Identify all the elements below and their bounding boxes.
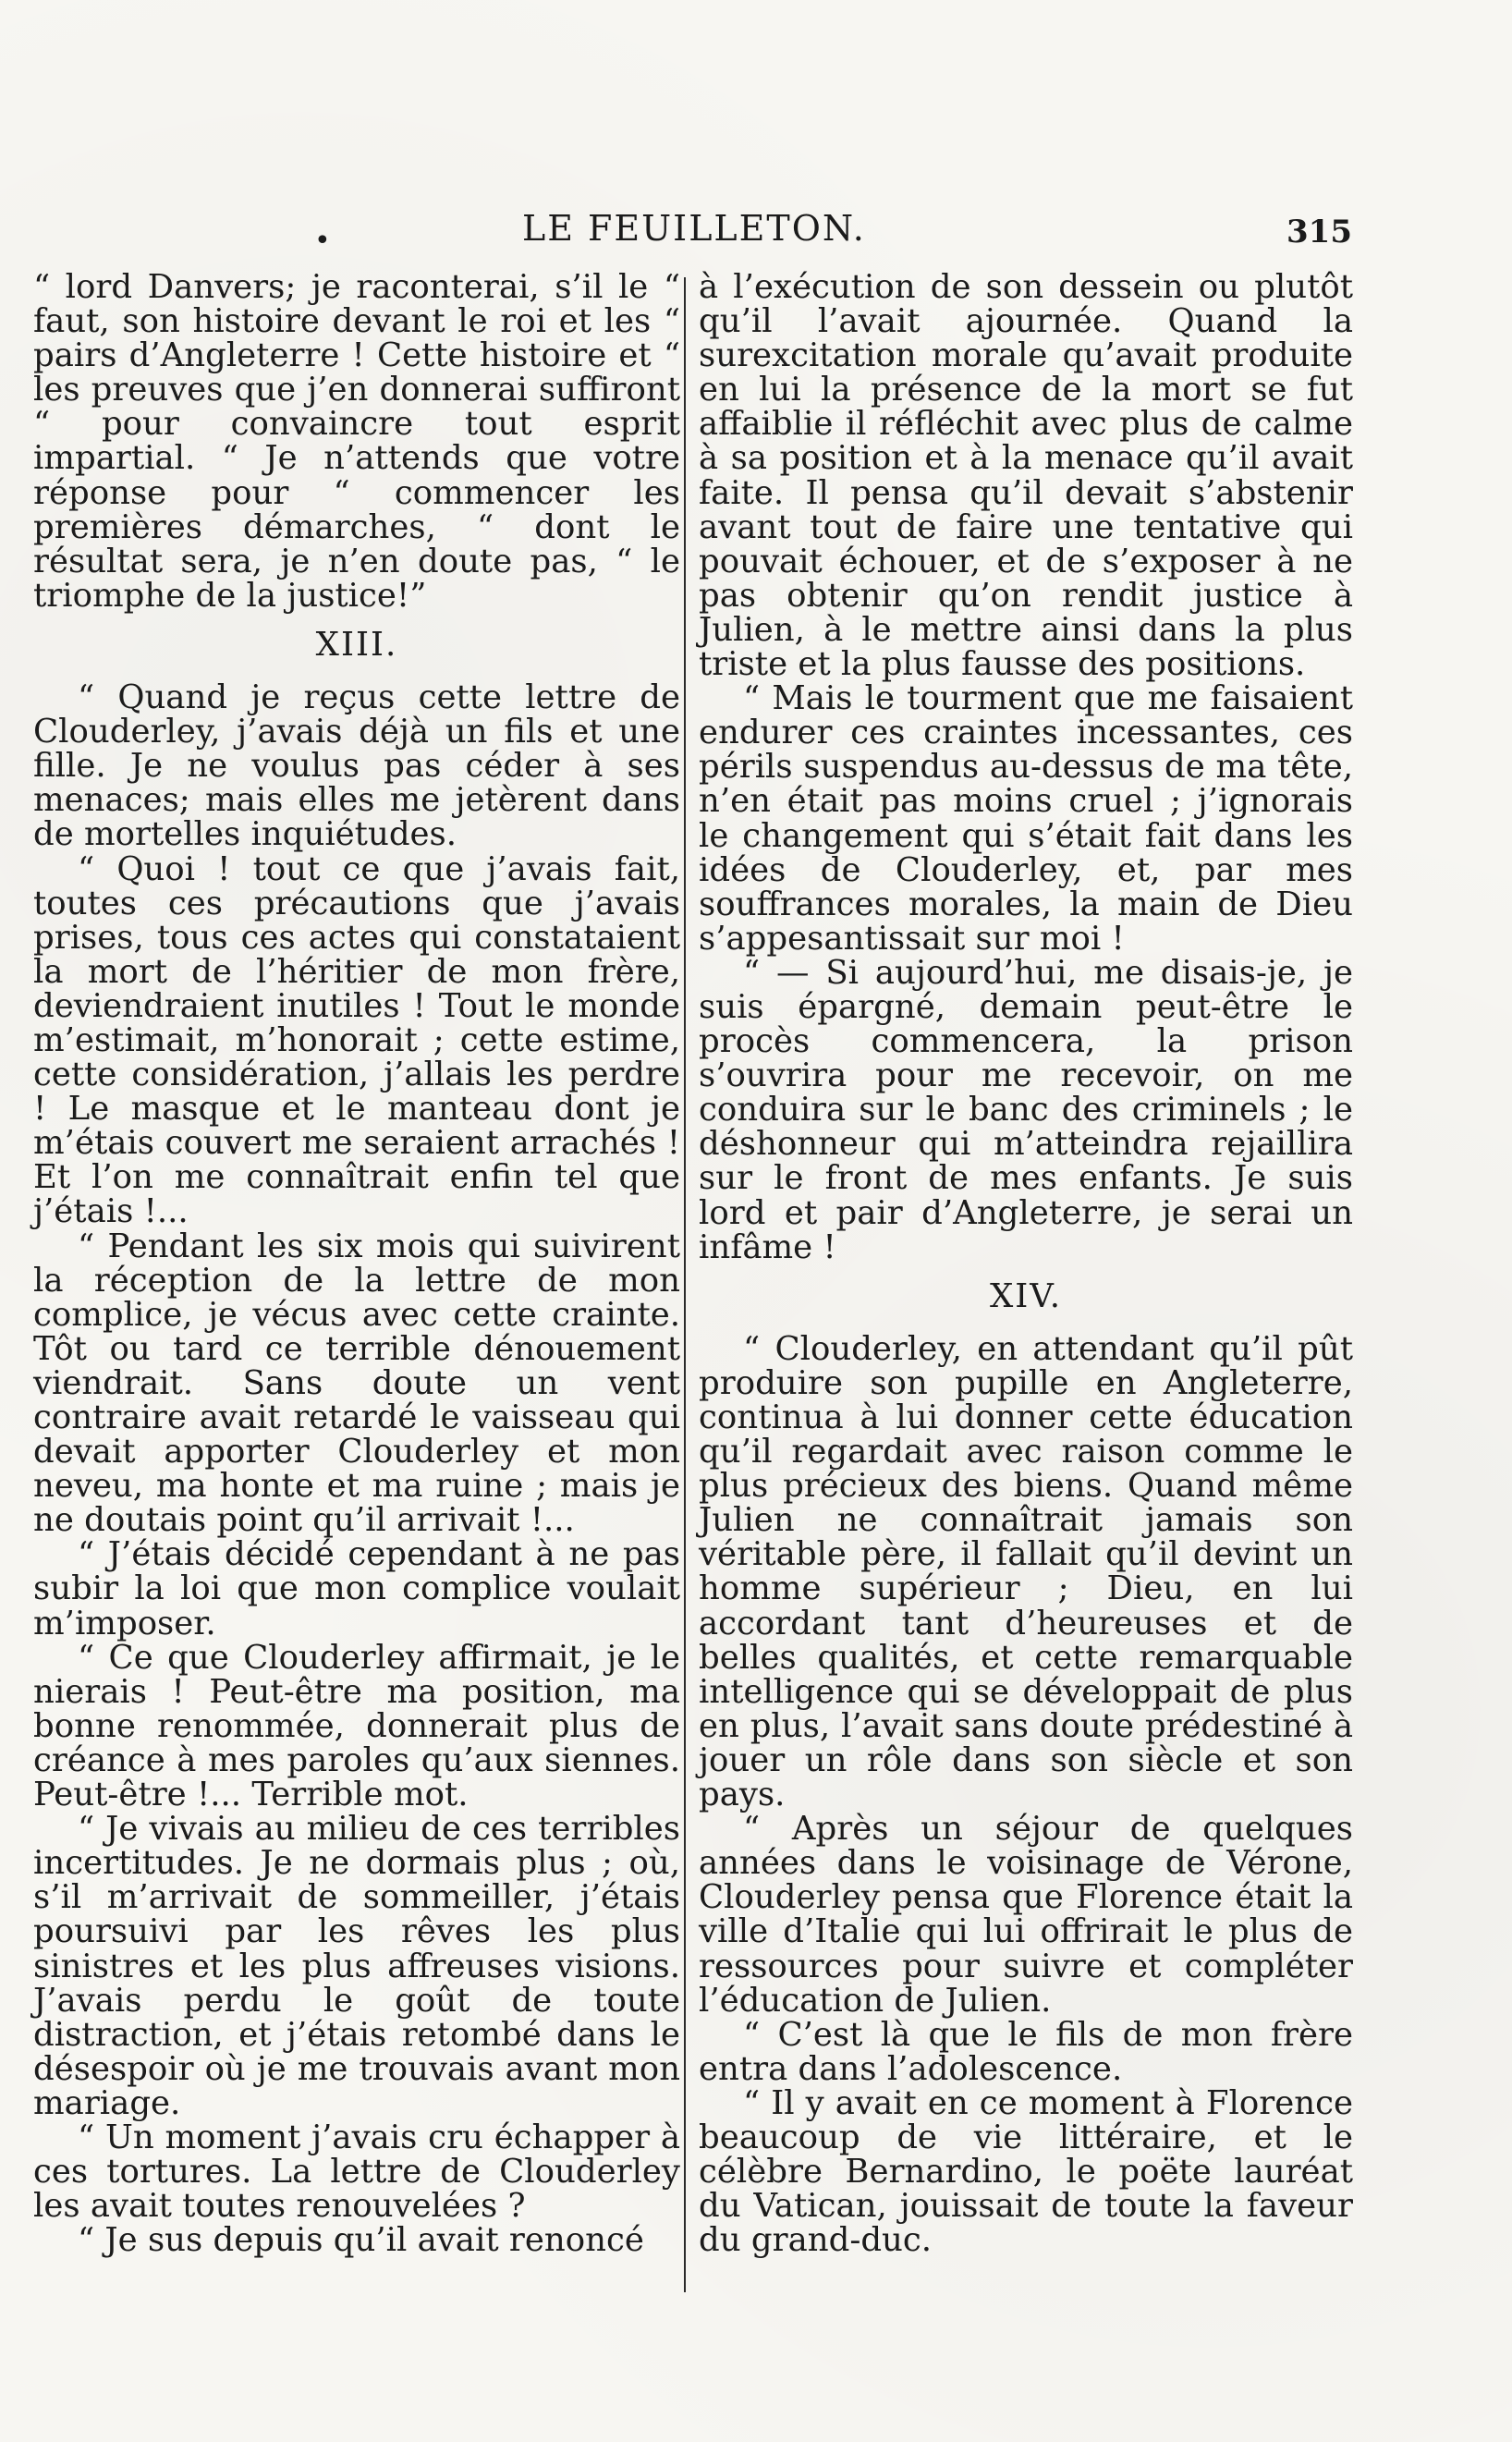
page-number: 315 (1286, 214, 1352, 250)
paragraph: “ Ce que Clouderley affirmait, je le nierais ! Peut-être ma position, ma bonne renommée, donnerait plus de créance à mes paroles qu’aux siennes. Peut-être !... Terrible mot. (33, 1638, 680, 1814)
paragraph: “ Pendant les six mois qui suivirent la réception de la lettre de mon complice, je vécus avec cette crainte. Tôt ou tard ce terrible dénouement viendrait. Sans doute un vent contraire avait retardé le vaisseau qui devait apporter Clouderley et mon neveu, ma honte et ma ruine ; mais je ne doutais point qu’il arrivait !... (33, 1227, 680, 1540)
paragraph: “ Je sus depuis qu’il avait renoncé (78, 2221, 644, 2260)
column-divider (684, 277, 686, 2292)
header-ornament: • (314, 225, 331, 257)
page-header (0, 208, 1512, 263)
paragraph: à l’exécution de son dessein ou plutôt qu’il l’avait ajournée. Quand la surexcitation morale qu’avait produite en lui la présence de la mort se fut affaiblie il réfléchit avec plus de calme à sa position et à la menace qu’il avait faite. Il pensa qu’il devait s’abstenir avant tout de faire une tentative qui pouvait échouer, et de s’exposer à ne pas obtenir qu’on rendit justice à Julien, à le mettre ainsi dans la plus triste et la plus fausse des positions. (699, 268, 1353, 684)
paragraph: “ Quand je reçus cette lettre de Clouderley, j’avais déjà un fils et une fille. Je ne voulus pas céder à ses menaces; mais elles me jetèrent dans de mortelles inquiétudes. (33, 678, 680, 854)
paragraph: “ Je vivais au milieu de ces terribles incertitudes. Je ne dormais plus ; où, s’il m’arrivait de sommeiller, j’étais poursuivi par les rêves les plus sinistres et les plus affreuses visions. J’avais perdu le goût de toute distraction, et j’étais retombé dans le désespoir où je me trouvais avant mon mariage. (33, 1810, 680, 2122)
paragraph: “ Mais le tourment que me faisaient endurer ces craintes incessantes, ces périls suspendus au-dessus de ma tête, n’en était pas moins cruel ; j’ignorais le changement qui s’était fait dans les idées de Clouderley, et, par mes souffrances morales, la main de Dieu s’appesantissait sur moi ! (699, 679, 1353, 958)
left-column (33, 268, 680, 2260)
right-column (699, 268, 1353, 2260)
paragraph: “ lord Danvers; je raconterai, s’il le “ faut, son histoire devant le roi et les “ pairs d’Angleterre ! Cette histoire et “ les preuves que j’en donnerai suffiront “ pour convaincre tout esprit impartial. “ Je n’attends que votre réponse pour “ commencer les premières démarches, “ dont le résultat sera, je n’en doute pas, “ le triomphe de la justice!” (33, 268, 680, 615)
paragraph: “ J’étais décidé cependant à ne pas subir la loi que mon complice voulait m’imposer. (33, 1535, 680, 1642)
section-heading: XIII. (315, 625, 398, 664)
paragraph: “ Après un séjour de quelques années dans le voisinage de Vérone, Clouderley pensa que Florence était la ville d’Italie qui lui offrirait le plus de ressources pour suivre et compléter l’éducation de Julien. (699, 1810, 1353, 2020)
section-heading: XIV. (989, 1276, 1062, 1315)
paragraph: “ Quoi ! tout ce que j’avais fait, toutes ces précautions que j’avais prises, tous ces actes qui constataient la mort de l’héritier de mon frère, deviendraient inutiles ! Tout le monde m’estimait, m’honorait ; cette estime, cette considération, j’allais les perdre ! Le masque et le manteau dont je m’étais couvert me seraient arrachés ! Et l’on me connaîtrait enfin tel que j’étais !... (33, 849, 680, 1231)
paragraph: “ — Si aujourd’hui, me disais-je, je suis épargné, demain peut-être le procès commencera, la prison s’ouvrira pour me recevoir, on me conduira sur le banc des criminels ; le déshonneur qui m’atteindra rejaillira sur le front de mes enfants. Je suis lord et pair d’Angleterre, je serai un infâme ! (699, 953, 1353, 1266)
paragraph: “ Un moment j’avais cru échapper à ces tortures. La lettre de Clouderley les avait toutes renouvelées ? (33, 2118, 680, 2226)
running-title: LE FEUILLETON. (522, 208, 866, 249)
paragraph: “ C’est là que le fils de mon frère entra dans l’adolescence. (699, 2015, 1353, 2088)
paragraph: “ Clouderley, en attendant qu’il pût produire son pupille en Angleterre, continua à lui donner cette éducation qu’il regardait avec raison comme le plus précieux des biens. Quand même Julien ne connaîtrait jamais son véritable père, il fallait qu’il devint un homme supérieur ; Dieu, en lui accordant tant d’heureuses et de belles qualités, et cette remarquable intelligence qui se développait de plus en plus, l’avait sans doute prédestiné à jouer un rôle dans son siècle et son pays. (699, 1329, 1353, 1814)
paragraph: “ Il y avait en ce moment à Florence beaucoup de vie littéraire, et le célèbre Bernardino, le poëte lauréat du Vatican, jouissait de toute la faveur du grand-duc. (699, 2083, 1353, 2260)
